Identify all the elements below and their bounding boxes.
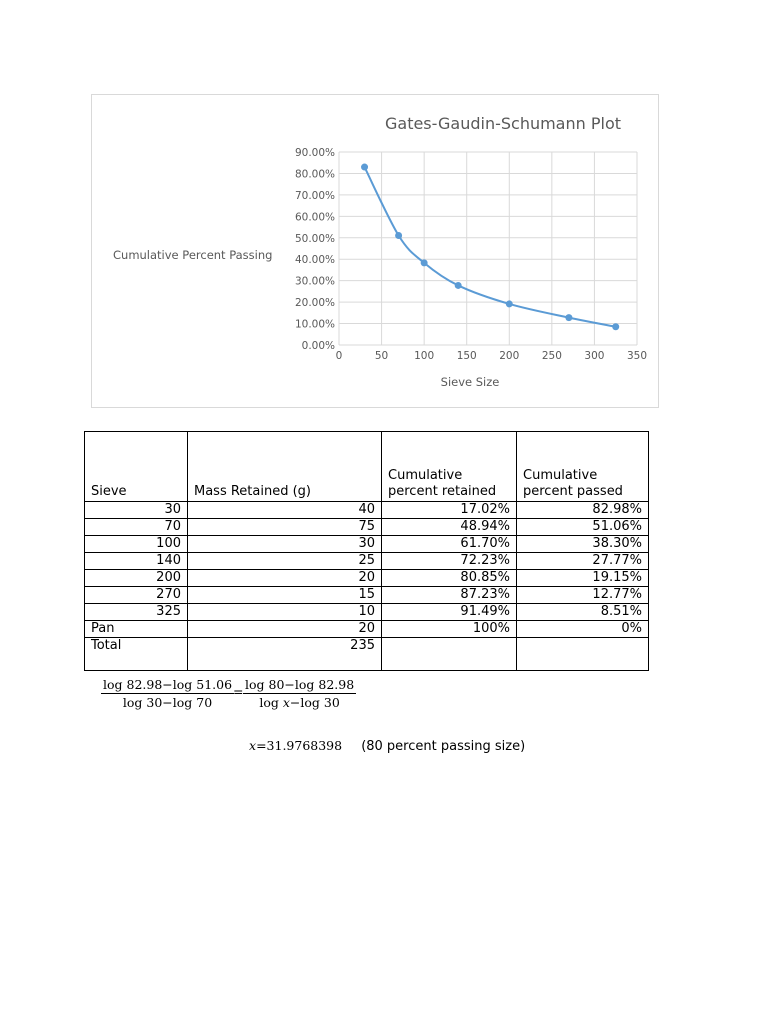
- cell-retained: 17.02%: [382, 502, 517, 519]
- result-value: =31.9768398: [256, 738, 343, 753]
- chart-svg: [92, 95, 658, 407]
- y-tick-label: 20.00%: [294, 297, 335, 310]
- header-cumulative-passed: Cumulative percent passed: [517, 432, 649, 502]
- cell-sieve: 325: [85, 604, 188, 621]
- left-numerator: log 82.98−log 51.06: [103, 677, 233, 692]
- y-tick-label: 0.00%: [301, 340, 335, 352]
- left-fraction: [101, 677, 234, 711]
- x-tick-label: 50: [374, 350, 389, 362]
- cell-passed: 51.06%: [517, 519, 649, 536]
- x-tick-label: 200: [499, 350, 520, 362]
- cell-mass: 20: [188, 621, 382, 638]
- data-point: [565, 314, 572, 321]
- cell-total-passed: [517, 638, 649, 671]
- table-row: [85, 621, 649, 638]
- equals-sign: =: [233, 684, 244, 699]
- data-point: [421, 259, 428, 266]
- cell-passed: 82.98%: [517, 502, 649, 519]
- cell-passed: 38.30%: [517, 536, 649, 553]
- table-row: [85, 502, 649, 519]
- cell-mass: 30: [188, 536, 382, 553]
- cell-total-mass: 235: [188, 638, 382, 671]
- result-line: [249, 735, 525, 754]
- cell-retained: 91.49%: [382, 604, 517, 621]
- cell-passed: 8.51%: [517, 604, 649, 621]
- x-tick-label: 100: [414, 350, 435, 362]
- chart-title: Gates-Gaudin-Schumann Plot: [384, 114, 622, 133]
- cell-sieve: 100: [85, 536, 188, 553]
- x-tick-label: 250: [541, 350, 562, 362]
- table-row: [85, 536, 649, 553]
- cell-retained: 48.94%: [382, 519, 517, 536]
- data-point: [455, 282, 462, 289]
- table-row: [85, 553, 649, 570]
- data-point: [395, 232, 402, 239]
- cell-mass: 10: [188, 604, 382, 621]
- table-total-row: [85, 638, 649, 671]
- cell-sieve: 70: [85, 519, 188, 536]
- cell-total-retained: [382, 638, 517, 671]
- cell-retained: 80.85%: [382, 570, 517, 587]
- cell-mass: 15: [188, 587, 382, 604]
- x-tick-label: 0: [335, 350, 343, 362]
- y-tick-label: 80.00%: [294, 168, 335, 181]
- right-numerator: log 80−log 82.98: [245, 677, 355, 692]
- cell-sieve: 140: [85, 553, 188, 570]
- x-axis-label: Sieve Size: [440, 375, 500, 389]
- cell-total-label: Total: [85, 638, 188, 671]
- right-denominator-post: −log 30: [289, 695, 340, 710]
- header-cumulative-retained: Cumulative percent retained: [382, 432, 517, 502]
- cell-passed: 19.15%: [517, 570, 649, 587]
- cell-sieve: 200: [85, 570, 188, 587]
- cell-mass: 25: [188, 553, 382, 570]
- cell-retained: 72.23%: [382, 553, 517, 570]
- cell-sieve: 270: [85, 587, 188, 604]
- right-fraction: [243, 677, 356, 711]
- y-tick-label: 90.00%: [294, 147, 335, 159]
- cell-retained: 61.70%: [382, 536, 517, 553]
- header-mass-retained: Mass Retained (g): [188, 432, 382, 502]
- chart-panel: [91, 94, 659, 408]
- x-tick-label: 350: [626, 350, 648, 362]
- right-denominator-pre: log: [259, 695, 283, 710]
- cell-retained: 87.23%: [382, 587, 517, 604]
- data-point: [361, 164, 368, 171]
- cell-passed: 0%: [517, 621, 649, 638]
- data-point: [506, 300, 513, 307]
- cell-passed: 27.77%: [517, 553, 649, 570]
- y-tick-label: 40.00%: [294, 254, 335, 267]
- cell-sieve: 30: [85, 502, 188, 519]
- left-denominator: log 30−log 70: [122, 695, 213, 710]
- cell-retained: 100%: [382, 621, 517, 638]
- cell-mass: 75: [188, 519, 382, 536]
- cell-mass: 40: [188, 502, 382, 519]
- table-row: [85, 519, 649, 536]
- sieve-table: [84, 431, 649, 671]
- data-point: [612, 323, 619, 330]
- table-row: [85, 587, 649, 604]
- x-tick-label: 150: [456, 350, 477, 362]
- sieve-table-body: [85, 432, 649, 671]
- y-tick-label: 10.00%: [294, 318, 335, 331]
- y-tick-label: 50.00%: [294, 232, 335, 245]
- cell-sieve: Pan: [85, 621, 188, 638]
- table-row: [85, 570, 649, 587]
- header-sieve: Sieve: [85, 432, 188, 502]
- y-tick-label: 30.00%: [294, 275, 335, 288]
- result-variable: x: [249, 738, 257, 753]
- y-axis-label: Cumulative Percent Passing: [113, 248, 273, 262]
- cell-passed: 12.77%: [517, 587, 649, 604]
- right-denominator: [243, 694, 356, 711]
- series-line: [365, 167, 616, 327]
- table-row: [85, 604, 649, 621]
- result-note: (80 percent passing size): [361, 739, 526, 754]
- y-tick-label: 70.00%: [294, 189, 335, 202]
- y-tick-label: 60.00%: [294, 211, 335, 224]
- right-denominator-var: x: [282, 695, 290, 710]
- table-header-row: [85, 432, 649, 502]
- x-tick-label: 300: [584, 350, 605, 362]
- cell-mass: 20: [188, 570, 382, 587]
